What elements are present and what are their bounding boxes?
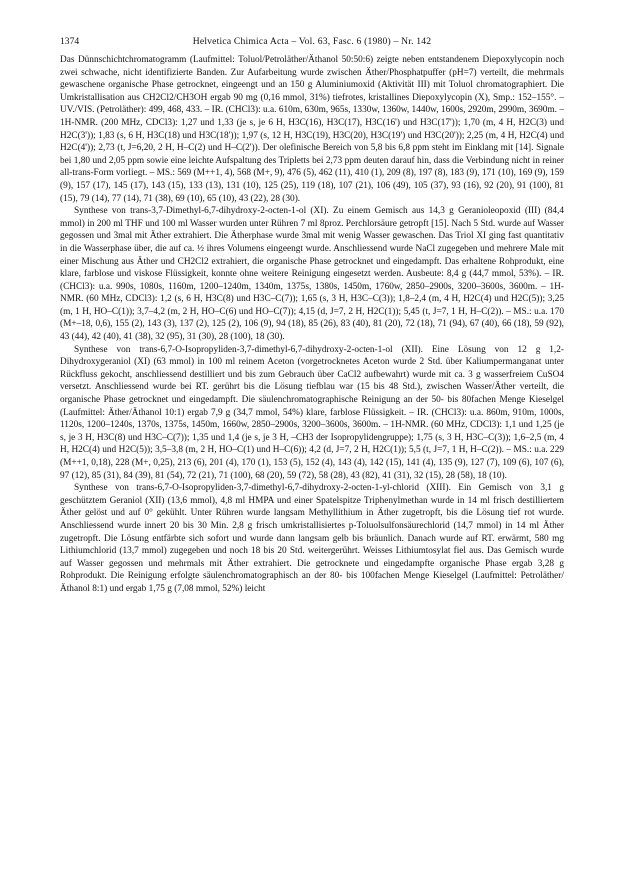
paragraph-synthese-xii: Synthese von trans-6,7-O-Isopropyliden-3,7-dimethyl-6,7-dihydroxy-2-octen-1-ol (XII). Eine Lösung von 12 g 1,2-Dihydroxygeraniol (XI) (63 mmol) in 100 ml reinem Aceton (vorgetrocknetes Aceton wurde 2 Std. über Kaliumpermanganat unter Rückfluss gekocht, anschliessend destilliert und bis zum Gebrauch über CaCl2 aufbewahrt) wurde mit ca. 3 g wasserfreiem CuSO4 versetzt. Anschliessend wurde bei RT. gerührt bis die Lösung tiefblau war (15 bis 48 Std.), zwischen Wasser/Äther verteilt, die organische Phase getrocknet und eingedampft. Die säulenchromatographische Reinigung an der 50- bis 80fachen Menge Kieselgel (Laufmittel: Äther/Äthanol 10:1) ergab 7,9 g (34,7 mmol, 54%) klare, farblose Flüssigkeit. – IR. (CHCl3): u.a. 860m, 910m, 1000s, 1120s, 1200–1240s, 1370s, 1375s, 1450m, 1660w, 2850–2900s, 3200–3600s, 3600m. – 1H-NMR. (60 MHz, CDCl3): 1,1 und 1,25 (je s, je 3 H, H3C(8) und H3C–C(7)); 1,35 und 1,4 (je s, je 3 H, –CH3 der Isopropylidengruppe); 1,75 (s, 3 H, H3C–C(3)); 1,6–2,5 (m, 4 H, H2C(4) und H2C(5)); 3,5–3,8 (m, 2 H, HO–C(1) und H–C(6)); 4,2 (d, J=7, 2 H, H2C(1)); 5,5 (t, J=7, 1 H, H–C(2)). – MS.: u.a. 229 (M++1, 0,18), 228 (M+, 0,25), 213 (6), 201 (4), 170 (1), 153 (5), 152 (4), 143 (4), 142 (15), 141 (4), 135 (9), 127 (7), 109 (6), 107 (6), 97 (12), 85 (31), 84 (39), 81 (54), 72 (21), 71 (100), 68 (20), 59 (72), 58 (28), 43 (82), 41 (31), 32 (15), 28 (58), 18 (10). xyxy=(60,344,564,481)
paragraph-diepoxylycopin: Das Dünnschichtchromatogramm (Laufmittel: Toluol/Petroläther/Äthanol 50:50:6) zeigte neben entstandenem Diepoxylycopin noch zwei schwache, nicht identifizierte Banden. Zur Aufarbeitung wurde zwischen Äther/Phosphatpuffer (pH=7) verteilt, die mehrmals gewaschene organische Phase getrocknet, eingeengt und an 150 g Aluminiumoxid (Aktivität III) mit Toluol chromatographiert. Die Umkristallisation aus CH2Cl2/CH3OH ergab 90 mg (0,16 mmol, 31%) tiefrotes, kristallines Diepoxylycopin (X), Smp.: 152–155°. – UV./VIS. (Petroläther): 499, 468, 433. – IR. (CHCl3): u.a. 610m, 630m, 965s, 1330w, 1360w, 1440w, 1600s, 2920m, 2990m, 3690m. – 1H-NMR. (200 MHz, CDCl3): 1,27 und 1,33 (je s, je 6 H, H3C(16), H3C(17), H3C(16') und H3C(17')); 1,70 (m, 4 H, H2C(3) und H2C(3')); 1,83 (s, 6 H, H3C(18) und H3C(18')); 1,97 (s, 12 H, H3C(19), H3C(20), H3C(19') und H3C(20')); 2,25 (m, 4 H, H2C(4) und H2C(4')); 2,73 (t, J=6,20, 2 H, H–C(2) und H–C(2')). Der olefinische Bereich von 5,8 bis 6,8 ppm steht im Einklang mit [14]. Signale bei 1,80 und 2,05 ppm sowie eine leichte Aufspaltung des Tripletts bei 2,73 ppm deuten darauf hin, dass die Verbindung nicht in reiner all-trans-Form vorliegt. – MS.: 569 (M++1, 4), 568 (M+, 9), 476 (5), 462 (11), 410 (1), 209 (8), 197 (8), 183 (9), 171 (10), 169 (9), 159 (9), 157 (17), 145 (17), 143 (15), 133 (13), 131 (10), 125 (25), 119 (18), 107 (21), 106 (49), 105 (37), 93 (16), 92 (20), 91 (100), 81 (15), 79 (14), 77 (14), 71 (38), 69 (10), 65 (10), 43 (22), 28 (30). xyxy=(60,55,564,204)
paragraph-synthese-xiii: Synthese von trans-6,7-O-Isopropyliden-3,7-dimethyl-6,7-dihydroxy-2-octen-1-yl-chlorid (XIII). Ein Gemisch von 3,1 g geschütztem Geraniol (XII) (13,6 mmol), 4,8 ml HMPA und einer Spatelspitze Triphenylmethan wurde in 14 ml frisch destilliertem Äther gelöst und auf 0° gekühlt. Unter Rühren wurde langsam Methyllithium in Äther zugetropft, bis die Lösung tief rot wurde. Anschliessend wurde innert 20 bis 30 Min. 2,8 g frisch umkristallisiertes p-Toluolsulfonsäurechlorid (14,7 mmol) in 14 ml Äther zugetropft. Die Lösung entfärbte sich sofort und wurde dann langsam gelb bis bräunlich. Danach wurde auf RT. erwärmt, 580 mg Lithiumchlorid (13,7 mmol) zugegeben und noch 18 bis 20 Std. weitergerührt. Weisses Lithiumtosylat fiel aus. Das Gemisch wurde auf Wasser gegossen und mehrmals mit Äther extrahiert. Die getrocknete und eingedampfte organische Phase ergab 3,28 g Rohprodukt. Die Reinigung erfolgte säulenchromatographisch an der 80- bis 100fachen Menge Kieselgel (Laufmittel: Petroläther/Äthanol 8:1) und ergab 1,75 g (7,08 mmol, 52%) leicht xyxy=(60,483,564,594)
page-header xyxy=(60,36,564,48)
paragraph-synthese-xi: Synthese von trans-3,7-Dimethyl-6,7-dihydroxy-2-octen-1-ol (XI). Zu einem Gemisch aus 14,3 g Geranioleopoxid (III) (84,4 mmol) in 200 ml THF und 100 ml Wasser wurden unter Rühren 7 ml 8proz. Perchlorsäure getropft [15]. Nach 5 Std. wurde auf Wasser gegossen und 3mal mit Äther extrahiert. Die Ätherphase wurde 3mal mit wenig Wasser gewaschen. Das Triol XI ging fast quantitativ in die Wasserphase über, die auf ca. ½ ihres Volumens eingeengt wurde. Anschliessend wurde NaCl zugegeben und mehrere Male mit einer Mischung aus Äther und CH2Cl2 extrahiert, die organische Phase getrocknet und eingedampft. Das erhaltene Rohprodukt, eine klare, farblose und viskose Flüssigkeit, konnte ohne weitere Reinigung eingesetzt werden. Ausbeute: 8,4 g (44,7 mmol, 53%). – IR. (CHCl3): u.a. 990s, 1080s, 1160m, 1200–1240m, 1340m, 1375s, 1380s, 1450m, 1760w, 2850–2900s, 3200–3600s, 3600m. – 1H-NMR. (60 MHz, CDCl3): 1,2 (s, 6 H, H3C(8) und H3C–C(7)); 1,65 (s, 3 H, H3C–C(3)); 1,8–2,4 (m, 4 H, H2C(4) und H2C(5)); 3,25 (m, 1 H, HO–C(1)); 3,7–4,2 (m, 2 H, HO–C(6) und HO–C(7)); 4,15 (d, J=7, 2 H, H2C(1)); 5,45 (t, J=7, 1 H, H–C(2)). – MS.: u.a. 170 (M+–18, 0,6), 155 (2), 143 (3), 137 (2), 125 (2), 106 (9), 94 (18), 85 (26), 83 (40), 81 (20), 72 (18), 71 (94), 67 (40), 66 (18), 59 (92), 43 (44), 42 (40), 41 (38), 32 (95), 31 (30), 28 (100), 18 (30). xyxy=(60,206,564,343)
running-title: Helvetica Chimica Acta – Vol. 63, Fasc. 6 (1980) – Nr. 142 xyxy=(192,36,432,47)
page-number: 1374 xyxy=(60,36,80,47)
